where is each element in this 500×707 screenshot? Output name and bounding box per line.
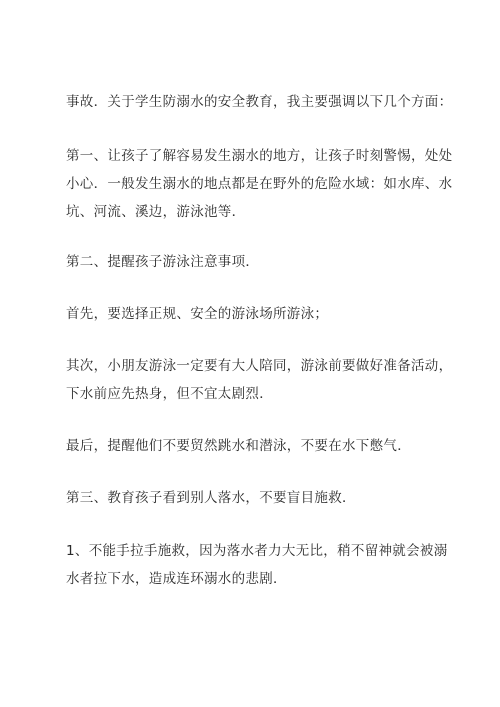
paragraph-point-one	[66, 142, 453, 226]
paragraph-second	[66, 352, 453, 408]
paragraph-point-three	[66, 484, 446, 512]
paragraph-line: 坑、河流、溪边，游泳池等．	[66, 204, 246, 220]
paragraph-last	[66, 432, 446, 460]
paragraph-line: 第二、提醒孩子游泳注意事项．	[66, 254, 260, 270]
paragraph-line: 首先，要选择正规、安全的游泳场所游泳；	[66, 306, 329, 322]
paragraph-point-two	[66, 248, 446, 276]
paragraph-line: 1、不能手拉手施救，因为落水者力大无比，稍不留神就会被溺	[66, 543, 448, 559]
paragraph-line: 小心．一般发生溺水的地点都是在野外的危险水域：如水库、水	[66, 176, 453, 192]
paragraph-line: 事故．关于学生防溺水的安全教育，我主要强调以下几个方面：	[66, 94, 453, 110]
paragraph-line: 第三、教育孩子看到别人落水，不要盲目施救．	[66, 490, 356, 506]
paragraph-item-one	[66, 537, 446, 593]
paragraph-line: 其次，小朋友游泳一定要有大人陪同，游泳前要做好准备活动，	[66, 358, 453, 374]
paragraph-line: 水者拉下水，造成连环溺水的悲剧．	[66, 571, 287, 587]
paragraph-line: 第一、让孩子了解容易发生溺水的地方，让孩子时刻警惕，处处	[66, 148, 453, 164]
paragraph-first	[66, 300, 446, 328]
paragraph-line: 下水前应先热身，但不宜太剧烈．	[66, 386, 273, 402]
paragraph-intro	[66, 88, 453, 116]
paragraph-line: 最后，提醒他们不要贸然跳水和潜泳，不要在水下憋气．	[66, 438, 411, 454]
